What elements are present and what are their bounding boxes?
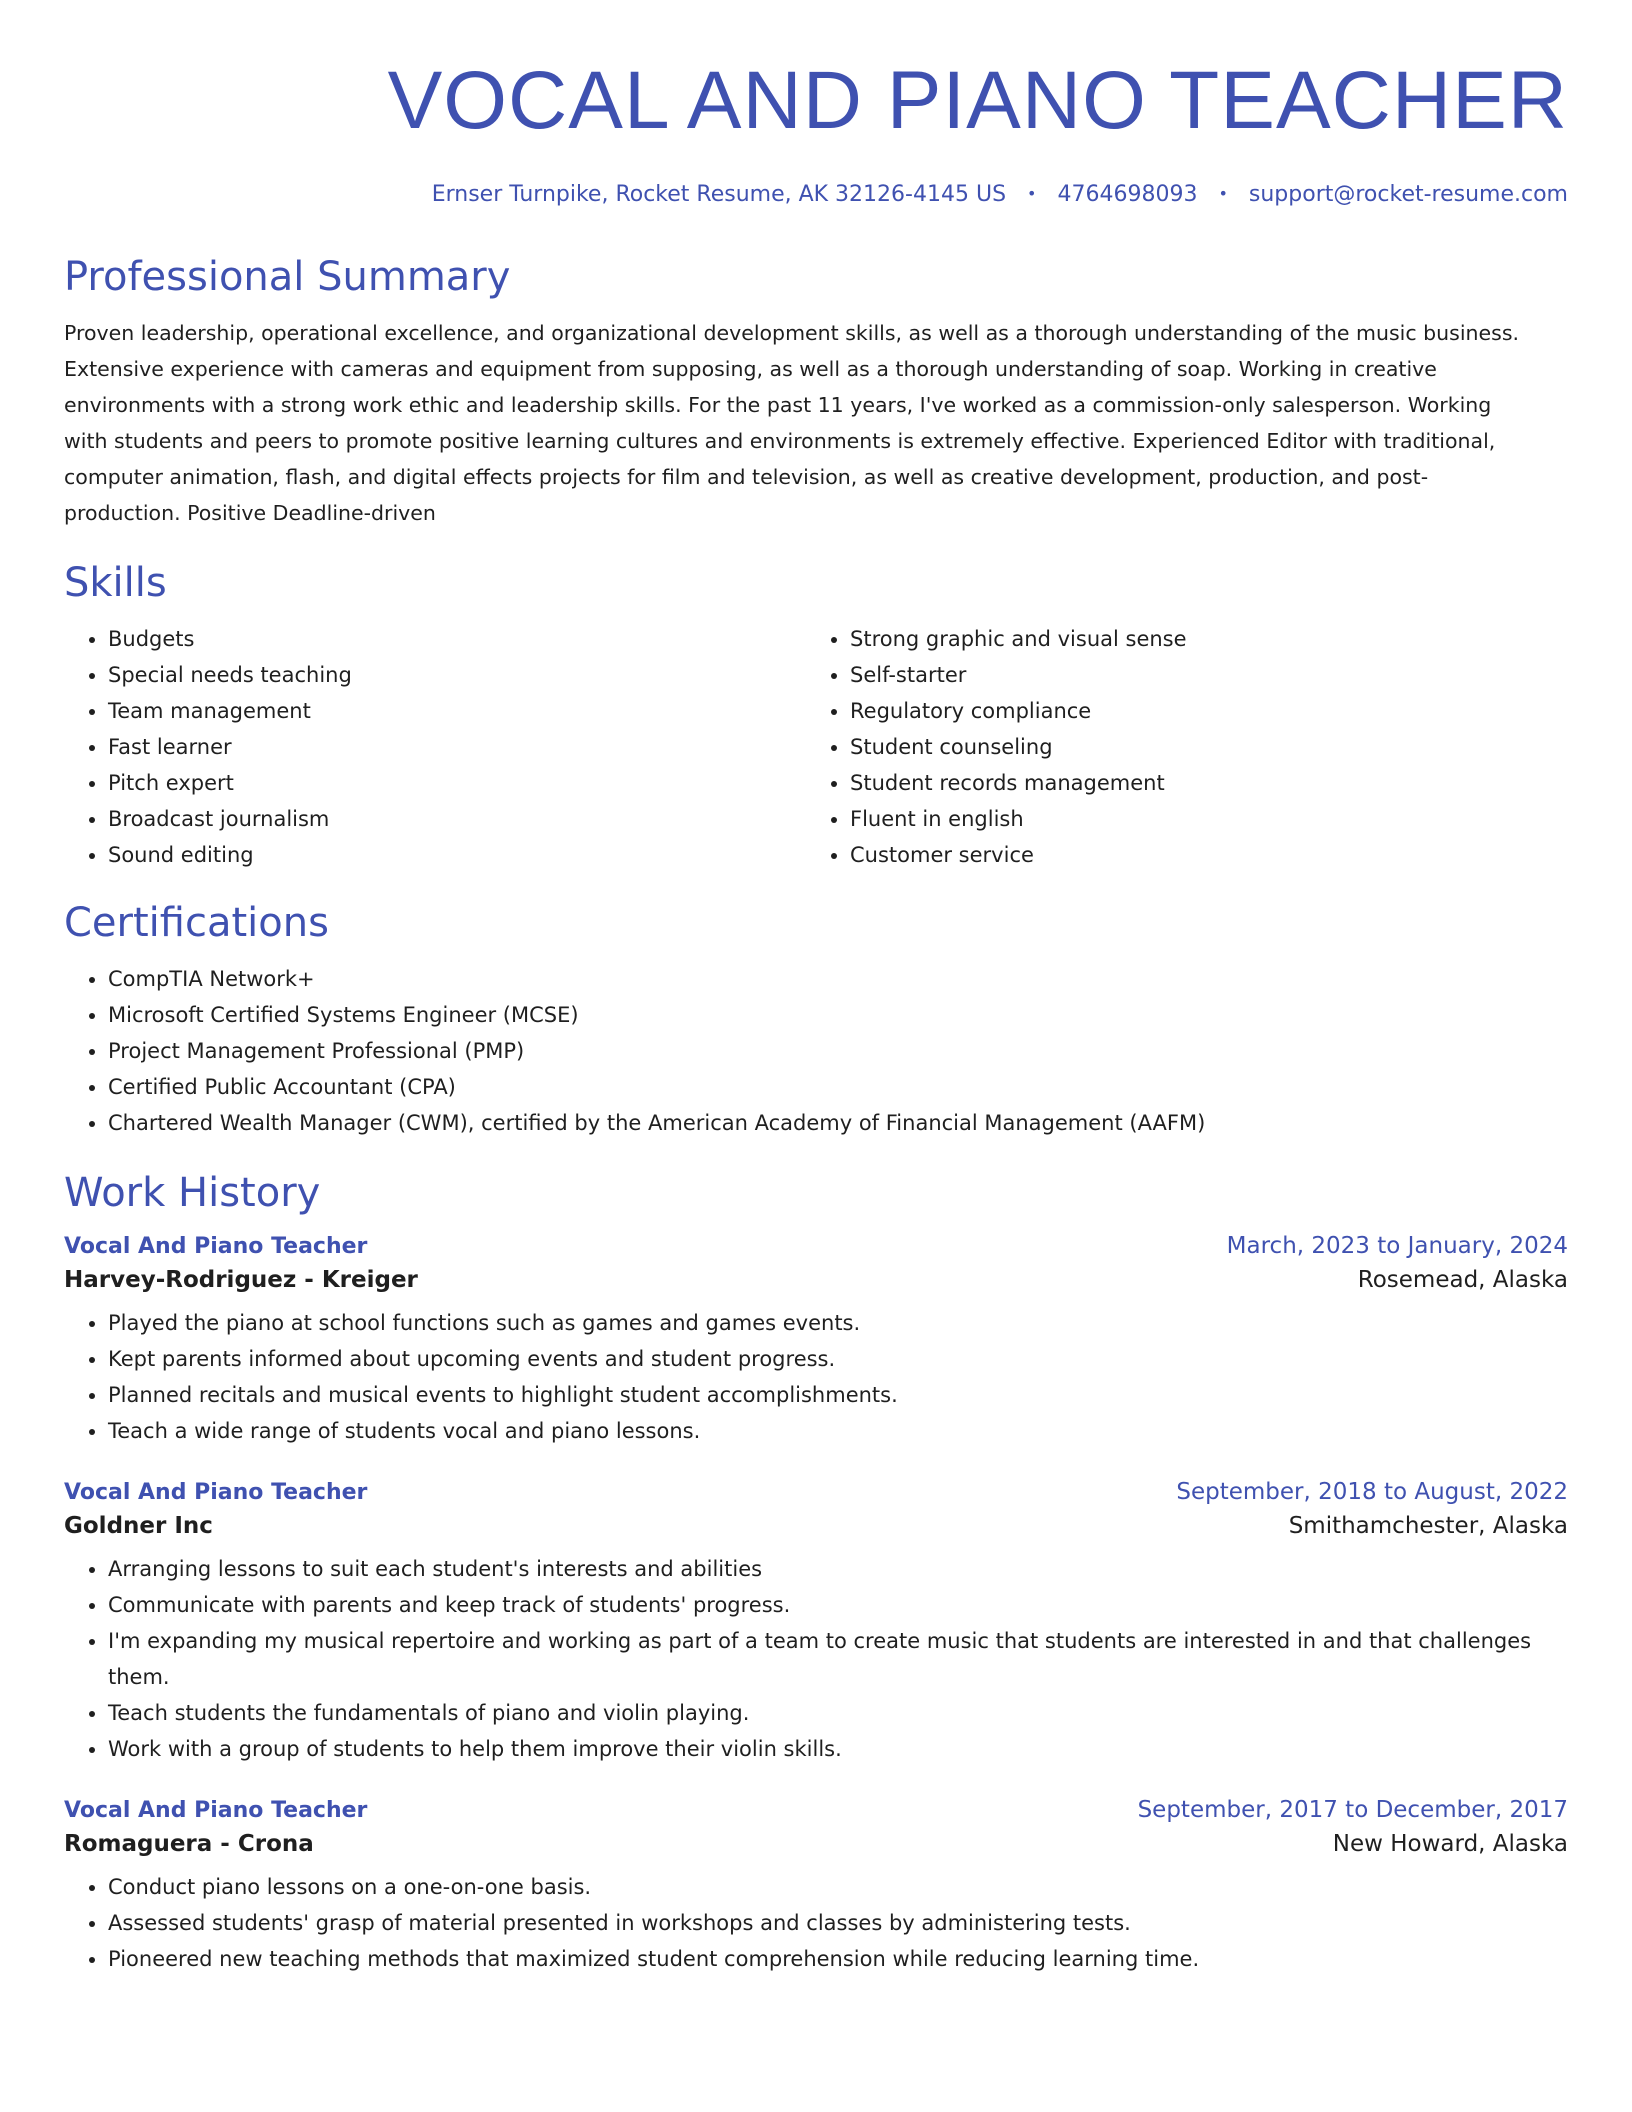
job-duty: • Planned recitals and musical events to highlight student accomplishments. [108,1377,1568,1413]
certification-item: • CompTIA Network+ [108,961,1568,997]
skill-item: • Pitch expert [108,765,806,801]
skills-list-right [806,621,1548,873]
job-duty: • Teach students the fundamentals of piano and violin playing. [108,1695,1568,1731]
job-duty: • Communicate with parents and keep track of students' progress. [108,1587,1568,1623]
certifications-section [64,899,1568,1141]
summary-line: Extensive experience with cameras and equipment from supposing, as well as a thorough understanding of soap. Working in creative [64,357,1437,381]
skills-list-left [64,621,806,873]
summary-line: with students and peers to promote positive learning cultures and environments is extremely effective. Experienced Editor with traditional, [64,429,1496,453]
summary-line: environments with a strong work ethic and leadership skills. For the past 11 years, I've worked as a commission-only salesperson. Working [64,393,1492,417]
skill-item: • Fluent in english [850,801,1548,837]
skill-item: • Strong graphic and visual sense [850,621,1548,657]
job-duty: • Kept parents informed about upcoming events and student progress. [108,1341,1568,1377]
summary-heading: Professional Summary [64,254,511,300]
skills-column-right [806,621,1548,873]
job-company: Romaguera - Crona [64,1831,314,1857]
skills-heading: Skills [64,560,167,606]
job-duty: • Teach a wide range of students vocal and piano lessons. [108,1413,1568,1449]
job-duty: • Played the piano at school functions such as games and games events. [108,1305,1568,1341]
contact-line [64,182,1568,207]
job-dates: September, 2018 to August, 2022 [1176,1479,1568,1505]
job-subheader [64,1267,1568,1293]
job-location: New Howard, Alaska [1332,1831,1568,1857]
skills-columns [64,621,1568,873]
summary-line: computer animation, flash, and digital effects projects for film and television, as well as creative development, production, and post- [64,465,1429,489]
job-dates: March, 2023 to January, 2024 [1226,1233,1568,1259]
job-duty: • Assessed students' grasp of material presented in workshops and classes by administering tests. [108,1905,1568,1941]
summary-text [64,315,1568,531]
summary-line: production. Positive Deadline-driven [64,501,436,525]
job-subheader [64,1513,1568,1539]
job-role: Vocal And Piano Teacher [64,1798,368,1823]
job-company: Goldner Inc [64,1513,213,1539]
skill-item: • Regulatory compliance [850,693,1548,729]
skill-item: • Team management [108,693,806,729]
summary-line: Proven leadership, operational excellence, and organizational development skills, as well as a thorough understanding of the music business. [64,321,1520,345]
contact-address: Ernser Turnpike, Rocket Resume, AK 32126-4145 US [431,182,1007,207]
skill-item: • Special needs teaching [108,657,806,693]
contact-phone: 4764698093 [1057,182,1198,207]
job-role: Vocal And Piano Teacher [64,1234,368,1259]
skill-item: • Broadcast journalism [108,801,806,837]
certification-item: • Certified Public Accountant (CPA) [108,1069,1568,1105]
skills-column-left [64,621,806,873]
skill-item: • Student counseling [850,729,1548,765]
job-entry [64,1233,1568,1449]
job-entry [64,1797,1568,1977]
job-location: Rosemead, Alaska [1357,1267,1568,1293]
job-duty: • Work with a group of students to help them improve their violin skills. [108,1731,1568,1767]
certifications-heading: Certifications [64,900,329,946]
work-history-section [64,1169,1568,1977]
job-header [64,1233,1568,1259]
job-duty: • Conduct piano lessons on a one-on-one basis. [108,1869,1568,1905]
contact-email: support@rocket-resume.com [1248,182,1568,207]
job-location: Smithamchester, Alaska [1288,1513,1568,1539]
job-company: Harvey-Rodriguez - Kreiger [64,1267,418,1293]
job-header [64,1797,1568,1823]
certification-item: • Chartered Wealth Manager (CWM), certified by the American Academy of Financial Management (AAFM) [108,1105,1568,1141]
certification-item: • Microsoft Certified Systems Engineer (MCSE) [108,997,1568,1033]
certifications-list [64,961,1568,1141]
skill-item: • Self-starter [850,657,1548,693]
job-duty: • Pioneered new teaching methods that maximized student comprehension while reducing learning time. [108,1941,1568,1977]
job-role: Vocal And Piano Teacher [64,1480,368,1505]
skill-item: • Budgets [108,621,806,657]
job-duties [64,1305,1568,1449]
work-history-heading: Work History [64,1170,321,1216]
skill-item: • Sound editing [108,837,806,873]
job-subheader [64,1831,1568,1857]
resume-page [64,0,1568,1977]
job-header [64,1479,1568,1505]
skill-item: • Customer service [850,837,1548,873]
job-duties [64,1551,1568,1767]
skill-item: • Student records management [850,765,1548,801]
summary-section [64,253,1568,531]
contact-separator: • [1218,184,1228,203]
job-duty: • Arranging lessons to suit each student's interests and abilities [108,1551,1568,1587]
job-entry [64,1479,1568,1767]
skills-section [64,559,1568,873]
job-duties [64,1869,1568,1977]
skill-item: • Fast learner [108,729,806,765]
job-duty: • I'm expanding my musical repertoire and working as part of a team to create music that students are interested in and that challenges them. [108,1623,1568,1695]
certification-item: • Project Management Professional (PMP) [108,1033,1568,1069]
contact-separator: • [1027,184,1037,203]
resume-title: VOCAL AND PIANO TEACHER [387,55,1568,146]
job-dates: September, 2017 to December, 2017 [1137,1797,1568,1823]
